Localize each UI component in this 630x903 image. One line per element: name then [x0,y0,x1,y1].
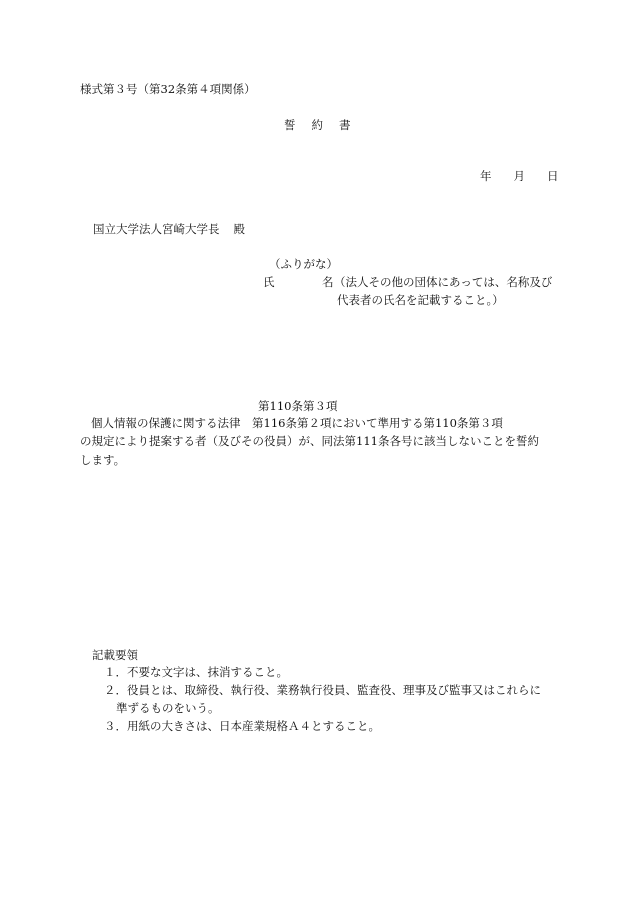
date-day: 日 [547,169,559,183]
date-line [480,171,559,183]
body-line-2: の規定により提案する者（及びその役員）が、同法第111条各号に該当しないことを誓約 [80,434,539,448]
body-line-1: 個人情報の保護に関する法律 第116条第２項において準用する第110条第３項 [91,416,503,430]
furigana-label: （ふりがな） [269,257,338,271]
addressee-honorific: 殿 [233,222,245,236]
document-title [284,120,351,132]
name-label-1: 氏 [263,275,275,289]
name-label-2: 名 [322,275,334,289]
form-number: 様式第３号（第32条第４項関係） [80,82,256,96]
note-item-1 [104,667,288,679]
date-year: 年 [480,169,492,183]
note-item-3 [104,721,380,733]
notes-heading: 記載要領 [92,648,138,662]
title-char-2: 約 [311,118,323,132]
note-number: ２． [104,683,127,697]
note-number: ３． [104,719,127,733]
note-text: 不要な文字は、抹消すること。 [127,665,288,679]
body-line-3: します。 [80,453,126,467]
addressee-name: 国立大学法人宮崎大学長 [93,222,220,236]
note-text: 用紙の大きさは、日本産業規格Ａ４とすること。 [127,719,380,733]
title-char-3: 書 [339,118,351,132]
note-text: 役員とは、取締役、執行役、業務執行役員、監査役、理事及び監事又はこれらに [127,683,541,697]
note-number: １． [104,665,127,679]
addressee [93,224,245,236]
body-annotation: 第110条第３項 [258,399,338,413]
name-note-line2: 代表者の氏名を記載すること。） [337,293,504,307]
note-item-2-continuation: 準ずるものをいう。 [116,701,220,715]
name-note-line1: （法人その他の団体にあっては、名称及び [334,275,553,289]
date-month: 月 [513,169,525,183]
title-char-1: 誓 [284,118,296,132]
note-item-2 [104,685,541,697]
